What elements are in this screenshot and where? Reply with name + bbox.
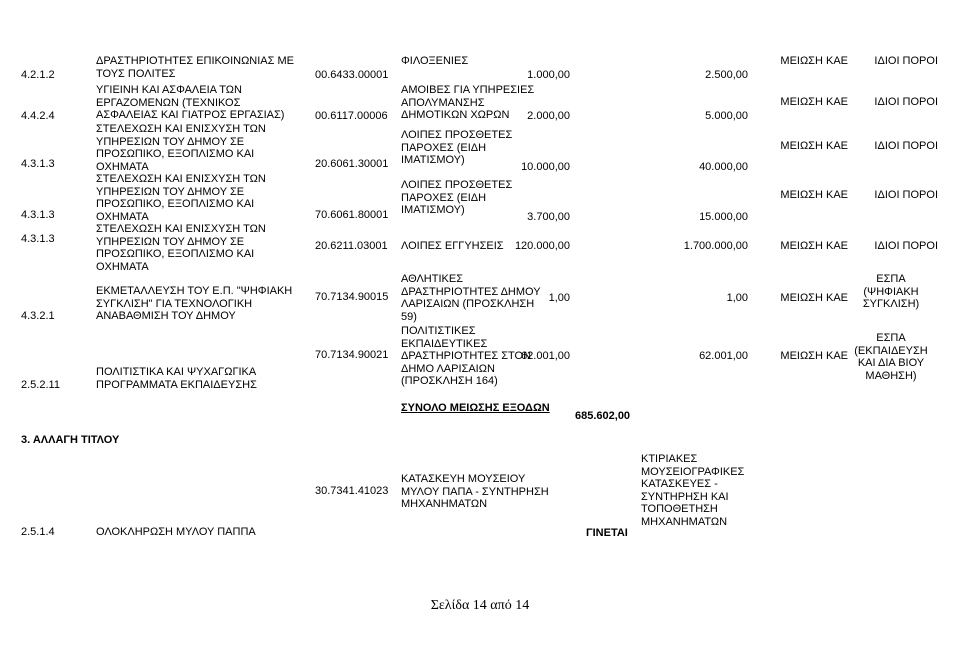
row-code: 4.3.1.3 xyxy=(21,158,55,170)
row-description: ΠΟΛΙΤΙΣΤΙΚΑ ΚΑΙ ΨΥΧΑΓΩΓΙΚΑ ΠΡΟΓΡΑΜΜΑΤΑ ΕΚΠΑΙΔΕΥΣΗΣ xyxy=(96,366,257,391)
row-funding-source: ΕΣΠΑ (ΕΚΠΑΙΔΕΥΣΗ ΚΑΙ ΔΙΑ ΒΙΟΥ ΜΑΘΗΣΗ) xyxy=(854,332,928,382)
row-kae: 00.6433.00001 xyxy=(315,69,389,81)
new-title: ΚΤΙΡΙΑΚΕΣ ΜΟΥΣΕΙΟΓΡΑΦΙΚΕΣ ΚΑΤΑΣΚΕΥΕΣ - ΣΥΝΤΗΡΗΣΗ ΚΑΙ ΤΟΠΟΘΕΤΗΣΗ ΜΗΧΑΝΗΜΑΤΩΝ xyxy=(641,453,745,528)
row-description: ΥΓΙΕΙΝΗ ΚΑΙ ΑΣΦΑΛΕΙΑ ΤΩΝ ΕΡΓΑΖΟΜΕΝΩΝ (ΤΕΧΝΙΚΟΣ ΑΣΦΑΛΕΙΑΣ ΚΑΙ ΓΙΑΤΡΟΣ ΕΡΓΑΣΙΑΣ) xyxy=(96,84,285,121)
title-change-row xyxy=(0,447,960,539)
row-amount-to: 5.000,00 xyxy=(705,110,748,122)
row-description: ΟΛΟΚΛΗΡΩΣΗ ΜΥΛΟΥ ΠΑΠΠΑ xyxy=(96,526,256,538)
row-code: 2.5.2.11 xyxy=(21,379,60,391)
row-action: ΜΕΙΩΣΗ ΚΑΕ xyxy=(780,55,848,67)
row-amount-from: 120.000,00 xyxy=(514,240,570,252)
row-code: 4.4.2.4 xyxy=(21,110,55,122)
row-amount-to: 2.500,00 xyxy=(705,69,748,81)
table-row xyxy=(0,123,960,173)
row-funding-source: ΙΔΙΟΙ ΠΟΡΟΙ xyxy=(874,55,938,67)
row-amount-from: 1,00 xyxy=(548,292,570,304)
row-kae: 30.7341.41023 xyxy=(315,485,389,497)
row-amount-to: 1.700.000,00 xyxy=(683,240,748,252)
row-action: ΜΕΙΩΣΗ ΚΑΕ xyxy=(780,140,848,152)
section-heading: 3. ΑΛΛΑΓΗ ΤΙΤΛΟΥ xyxy=(21,434,120,446)
page-number: Σελίδα 14 από 14 xyxy=(430,598,530,613)
row-kae-title: ΠΟΛΙΤΙΣΤΙΚΕΣ ΕΚΠΑΙΔΕΥΤΙΚΕΣ ΔΡΑΣΤΗΡΙΟΤΗΤΕΣ ΣΤΟΝ ΔΗΜΟ ΛΑΡΙΣΑΙΩΝ (ΠΡΟΣΚΛΗΣΗ 164) xyxy=(401,325,532,387)
row-amount-to: 62.001,00 xyxy=(699,350,748,362)
row-kae-title: ΛΟΙΠΕΣ ΠΡΟΣΘΕΤΕΣ ΠΑΡΟΧΕΣ (ΕΙΔΗ ΙΜΑΤΙΣΜΟΥ) xyxy=(401,179,513,216)
table-row xyxy=(0,55,960,81)
row-amount-from: 3.700,00 xyxy=(527,211,570,223)
row-action: ΜΕΙΩΣΗ ΚΑΕ xyxy=(780,240,848,252)
row-kae-title: ΛΟΙΠΕΣ ΕΓΓΥΗΣΕΙΣ xyxy=(401,240,504,252)
row-amount-from: 10.000,00 xyxy=(521,161,570,173)
row-amount-from: 2.000,00 xyxy=(527,110,570,122)
row-description: ΕΚΜΕΤΑΛΛΕΥΣΗ ΤΟΥ Ε.Π. "ΨΗΦΙΑΚΗ ΣΥΓΚΛΙΣΗ" ΓΙΑ ΤΕΧΝΟΛΟΓΙΚΗ ΑΝΑΒΑΘΜΙΣΗ ΤΟΥ ΔΗΜΟΥ xyxy=(96,285,293,322)
row-amount-from: 62.001,00 xyxy=(521,350,570,362)
row-action: ΜΕΙΩΣΗ ΚΑΕ xyxy=(780,292,848,304)
row-kae-title: ΑΘΛΗΤΙΚΕΣ ΔΡΑΣΤΗΡΙΟΤΗΤΕΣ ΔΗΜΟΥ ΛΑΡΙΣΑΙΩΝ (ΠΡΟΣΚΛΗΣΗ 59) xyxy=(401,273,541,323)
row-funding-source: ΕΣΠΑ (ΨΗΦΙΑΚΗ ΣΥΓΚΛΙΣΗ) xyxy=(862,273,920,310)
row-action: ΜΕΙΩΣΗ ΚΑΕ xyxy=(780,96,848,108)
row-code: 4.2.1.2 xyxy=(21,69,55,81)
row-kae: 20.6211.03001 xyxy=(315,240,388,252)
row-kae-title: ΛΟΙΠΕΣ ΠΡΟΣΘΕΤΕΣ ΠΑΡΟΧΕΣ (ΕΙΔΗ ΙΜΑΤΙΣΜΟΥ) xyxy=(401,129,513,166)
row-code: 4.3.2.1 xyxy=(21,310,55,322)
becomes-label: ΓΙΝΕΤΑΙ xyxy=(586,527,628,539)
table-row xyxy=(0,325,960,395)
row-kae-title: ΑΜΟΙΒΕΣ ΓΙΑ ΥΠΗΡΕΣΙΕΣ ΑΠΟΛΥΜΑΝΣΗΣ ΔΗΜΟΤΙΚΩΝ ΧΩΡΩΝ xyxy=(401,84,535,121)
old-title: ΚΑΤΑΣΚΕΥΗ ΜΟΥΣΕΙΟΥ ΜΥΛΟΥ ΠΑΠΑ - ΣΥΝΤΗΡΗΣΗ ΜΗΧΑΝΗΜΑΤΩΝ xyxy=(401,473,549,510)
row-funding-source: ΙΔΙΟΙ ΠΟΡΟΙ xyxy=(874,96,938,108)
row-description: ΣΤΕΛΕΧΩΣΗ ΚΑΙ ΕΝΙΣΧΥΣΗ ΤΩΝ ΥΠΗΡΕΣΙΩΝ ΤΟΥ ΔΗΜΟΥ ΣΕ ΠΡΟΣΩΠΙΚΟ, ΕΞΟΠΛΙΣΜΟ ΚΑΙ ΟΧΗΜΑΤΑ xyxy=(96,223,266,273)
row-action: ΜΕΙΩΣΗ ΚΑΕ xyxy=(780,350,848,362)
row-description: ΣΤΕΛΕΧΩΣΗ ΚΑΙ ΕΝΙΣΧΥΣΗ ΤΩΝ ΥΠΗΡΕΣΙΩΝ ΤΟΥ ΔΗΜΟΥ ΣΕ ΠΡΟΣΩΠΙΚΟ, ΕΞΟΠΛΙΣΜΟ ΚΑΙ ΟΧΗΜΑΤΑ xyxy=(96,173,266,223)
row-kae: 20.6061.30001 xyxy=(315,158,389,170)
table-row xyxy=(0,83,960,123)
row-kae: 70.7134.90021 xyxy=(315,349,389,361)
row-action: ΜΕΙΩΣΗ ΚΑΕ xyxy=(780,189,848,201)
row-amount-to: 15.000,00 xyxy=(699,211,748,223)
row-kae: 70.6061.80001 xyxy=(315,209,389,221)
row-code: 4.3.1.3 xyxy=(21,233,55,245)
row-description: ΔΡΑΣΤΗΡΙΟΤΗΤΕΣ ΕΠΙΚΟΙΝΩΝΙΑΣ ΜΕ ΤΟΥΣ ΠΟΛΙΤΕΣ xyxy=(96,55,294,80)
row-code: 2.5.1.4 xyxy=(21,526,55,538)
row-kae: 70.7134.90015 xyxy=(315,291,389,303)
row-amount-to: 1,00 xyxy=(726,292,748,304)
total-label: ΣΥΝΟΛΟ ΜΕΙΩΣΗΣ ΕΞΟΔΩΝ xyxy=(401,402,550,414)
total-value: 685.602,00 xyxy=(575,410,631,422)
row-funding-source: ΙΔΙΟΙ ΠΟΡΟΙ xyxy=(874,240,938,252)
row-amount-to: 40.000,00 xyxy=(699,161,748,173)
row-amount-from: 1.000,00 xyxy=(527,69,570,81)
row-kae-title: ΦΙΛΟΞΕΝΙΕΣ xyxy=(401,55,469,67)
table-row xyxy=(0,223,960,273)
row-code: 4.3.1.3 xyxy=(21,209,55,221)
row-funding-source: ΙΔΙΟΙ ΠΟΡΟΙ xyxy=(874,189,938,201)
table-row xyxy=(0,173,960,223)
row-kae: 00.6117.00006 xyxy=(315,110,388,122)
table-row xyxy=(0,273,960,325)
row-funding-source: ΙΔΙΟΙ ΠΟΡΟΙ xyxy=(874,140,938,152)
row-description: ΣΤΕΛΕΧΩΣΗ ΚΑΙ ΕΝΙΣΧΥΣΗ ΤΩΝ ΥΠΗΡΕΣΙΩΝ ΤΟΥ ΔΗΜΟΥ ΣΕ ΠΡΟΣΩΠΙΚΟ, ΕΞΟΠΛΙΣΜΟ ΚΑΙ ΟΧΗΜΑΤΑ xyxy=(96,123,266,173)
